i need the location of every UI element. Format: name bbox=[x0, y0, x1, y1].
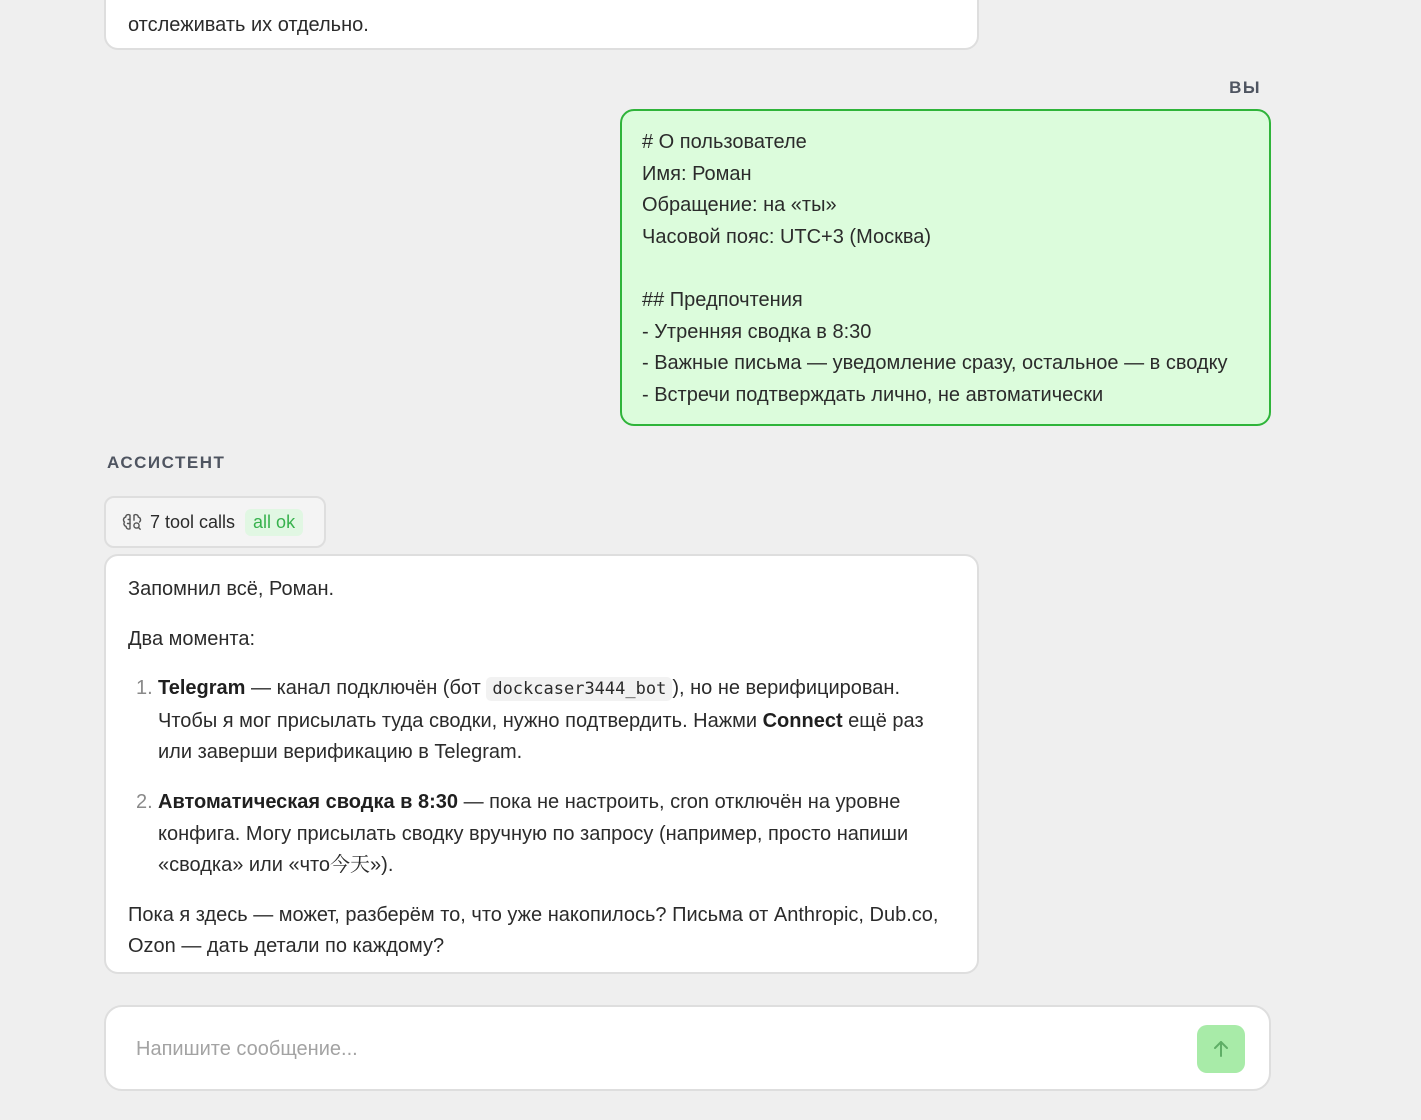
tool-calls-count: 7 tool calls bbox=[150, 511, 236, 532]
user-message-line: - Встречи подтверждать лично, не автоматически bbox=[642, 383, 1104, 406]
user-role-label: ВЫ bbox=[1229, 78, 1261, 97]
user-message bbox=[620, 109, 1271, 426]
message-input[interactable] bbox=[136, 1033, 1176, 1065]
arrow-up-icon bbox=[1210, 1038, 1232, 1060]
user-message-line bbox=[642, 253, 1249, 285]
list-item-title: Telegram bbox=[158, 677, 246, 700]
list-item-text: ), но не верифицирован. Чтобы я мог присылать туда сводки, нужно подтвердить. Нажми bbox=[158, 677, 900, 732]
user-message-line: - Важные письма — уведомление сразу, остальное — в сводку bbox=[642, 352, 1228, 375]
assistant-outro: Пока я здесь — может, разберём то, что уже накопилось? Письма от Anthropic, Dub.co, Ozon — дать детали по каждому? bbox=[128, 903, 939, 958]
status-badge: all ok bbox=[245, 509, 303, 536]
send-button[interactable] bbox=[1197, 1025, 1245, 1073]
user-message-line: - Утренняя сводка в 8:30 bbox=[642, 320, 872, 343]
list-item-text: — пока не настроить, cron отключён на уровне конфига. Могу присылать сводку вручную по запросу (например, просто напиши «сводка» или «что今天»). bbox=[158, 790, 909, 877]
user-message-line: # О пользователе bbox=[642, 131, 807, 153]
list-item bbox=[128, 787, 955, 882]
message-composer bbox=[104, 1005, 1271, 1091]
bot-name-code: dockcaser3444_bot bbox=[486, 677, 672, 701]
user-message-line: ## Предпочтения bbox=[642, 288, 803, 311]
assistant-role-label: АССИСТЕНТ bbox=[107, 453, 226, 472]
connect-mention: Connect bbox=[762, 709, 843, 732]
message-text: отслеживать их отдельно. bbox=[128, 14, 369, 36]
assistant-points-header: Два момента: bbox=[128, 627, 256, 650]
assistant-points-list bbox=[128, 673, 955, 882]
previous-assistant-message bbox=[104, 0, 979, 50]
list-item-text: — канал подключён (бот bbox=[245, 677, 487, 700]
user-message-line: Имя: Роман bbox=[642, 162, 752, 185]
list-item bbox=[128, 673, 955, 769]
tool-calls-toggle[interactable] bbox=[104, 496, 326, 548]
user-message-line: Часовой пояс: UTC+3 (Москва) bbox=[642, 225, 932, 248]
brain-icon bbox=[122, 512, 142, 532]
user-message-line: Обращение: на «ты» bbox=[642, 194, 837, 217]
list-item-number: 1. bbox=[136, 677, 153, 700]
list-item-title: Автоматическая сводка в 8:30 bbox=[158, 790, 459, 813]
list-item-text: ещё раз или заверши верификацию в Telegram. bbox=[158, 709, 924, 764]
assistant-message bbox=[104, 554, 979, 974]
list-item-number: 2. bbox=[136, 790, 153, 813]
assistant-intro: Запомнил всё, Роман. bbox=[128, 578, 335, 600]
